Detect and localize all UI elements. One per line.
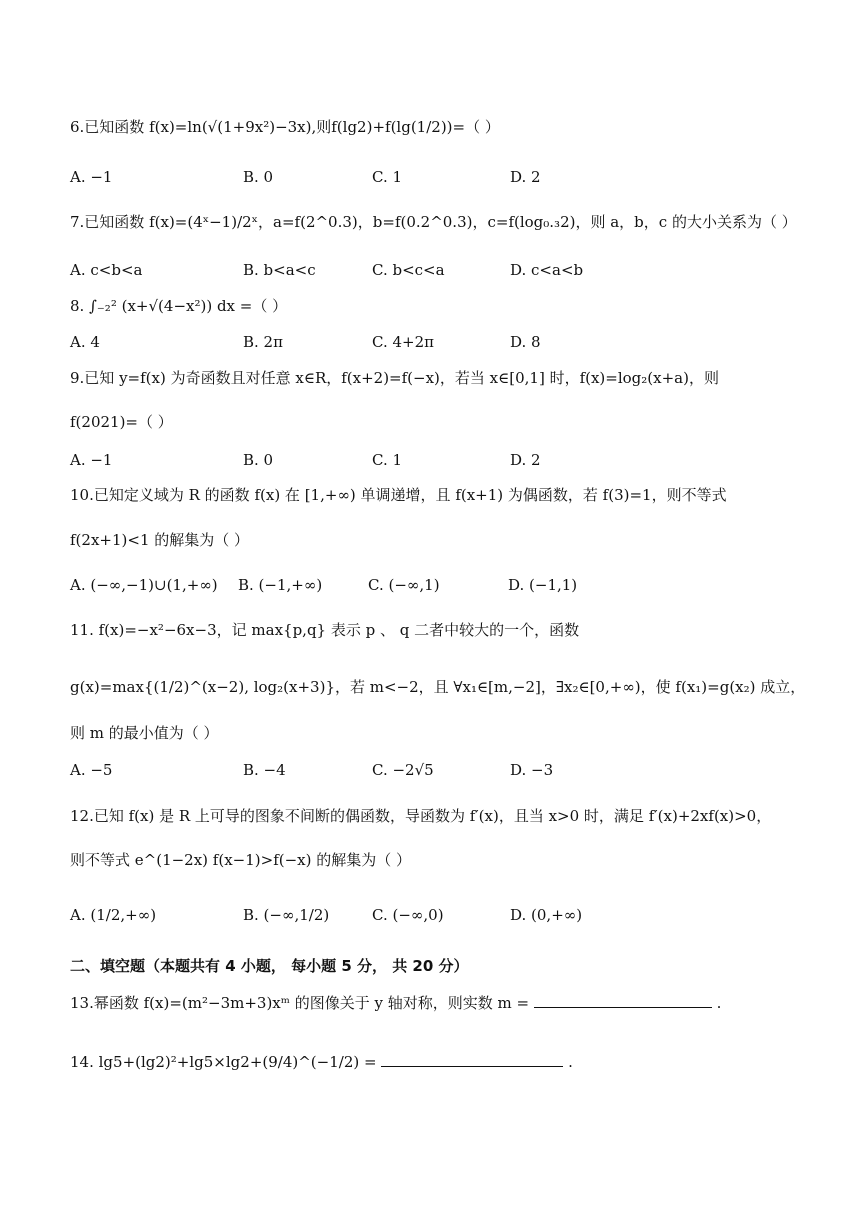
question-8-stem: 8. ∫₋₂² (x+√(4−x²)) dx =（ ） [70, 297, 288, 315]
q11-option-c: C. −2√5 [372, 761, 434, 779]
q10-option-c: C. (−∞,1) [368, 576, 440, 594]
question-7-stem: 7.已知函数 f(x)=(4ˣ−1)/2ˣ，a=f(2^0.3)，b=f(0.2^0.3)，c=f(log₀.₃2)，则 a，b，c 的大小关系为（ ） [70, 213, 797, 231]
q8-option-a: A. 4 [70, 333, 100, 351]
question-13-answer-blank[interactable] [534, 993, 712, 1008]
q12-option-b: B. (−∞,1/2) [243, 906, 330, 924]
q7-option-a: A. c<b<a [70, 261, 143, 279]
question-9-stem: 9.已知 y=f(x) 为奇函数且对任意 x∈R，f(x+2)=f(−x)，若当 x∈[0,1] 时，f(x)=log₂(x+a)，则 [70, 369, 719, 387]
q12-option-c: C. (−∞,0) [372, 906, 444, 924]
q10-option-a: A. (−∞,−1)∪(1,+∞) [70, 576, 218, 594]
question-11-stem-cont: g(x)=max{(1/2)^(x−2), log₂(x+3)}，若 m<−2，且 ∀x₁∈[m,−2]，∃x₂∈[0,+∞)，使 f(x₁)=g(x₂) 成立， [70, 678, 806, 696]
q11-option-a: A. −5 [70, 761, 113, 779]
q9-option-d: D. 2 [510, 451, 541, 469]
question-12-stem: 12.已知 f(x) 是 R 上可导的图象不间断的偶函数，导函数为 f′(x)，且当 x>0 时，满足 f′(x)+2xf(x)>0， [70, 807, 772, 825]
q9-option-b: B. 0 [243, 451, 274, 469]
question-14 [70, 1052, 573, 1072]
question-11-stem: 11. f(x)=−x²−6x−3，记 max{p,q} 表示 p 、 q 二者中较大的一个，函数 [70, 621, 580, 639]
q6-option-a: A. −1 [70, 168, 113, 186]
question-14-answer-blank[interactable] [381, 1052, 563, 1067]
q8-option-c: C. 4+2π [372, 333, 434, 351]
q9-option-c: C. 1 [372, 451, 403, 469]
question-13-stem: 13.幂函数 f(x)=(m²−3m+3)xᵐ 的图像关于 y 轴对称，则实数 m = [70, 994, 530, 1012]
question-10-stem-cont: f(2x+1)<1 的解集为（ ） [70, 531, 250, 549]
q8-option-b: B. 2π [243, 333, 283, 351]
q10-option-b: B. (−1,+∞) [238, 576, 323, 594]
question-10-stem: 10.已知定义域为 R 的函数 f(x) 在 [1,+∞) 单调递增，且 f(x+1) 为偶函数，若 f(3)=1，则不等式 [70, 486, 727, 504]
question-14-end: . [568, 1053, 573, 1071]
q11-option-b: B. −4 [243, 761, 286, 779]
question-11-stem-cont2: 则 m 的最小值为（ ） [70, 724, 219, 742]
q9-option-a: A. −1 [70, 451, 113, 469]
q6-option-c: C. 1 [372, 168, 403, 186]
q11-option-d: D. −3 [510, 761, 554, 779]
question-9-stem-cont: f(2021)=（ ） [70, 413, 173, 431]
question-13 [70, 993, 721, 1013]
q12-option-a: A. (1/2,+∞) [70, 906, 157, 924]
question-12-stem-cont: 则不等式 e^(1−2x) f(x−1)>f(−x) 的解集为（ ） [70, 851, 412, 869]
q7-option-b: B. b<a<c [243, 261, 316, 279]
q7-option-c: C. b<c<a [372, 261, 445, 279]
q12-option-d: D. (0,+∞) [510, 906, 583, 924]
q8-option-d: D. 8 [510, 333, 541, 351]
question-14-stem: 14. lg5+(lg2)²+lg5×lg2+(9/4)^(−1/2) = [70, 1053, 377, 1071]
q6-option-d: D. 2 [510, 168, 541, 186]
q7-option-d: D. c<a<b [510, 261, 584, 279]
q6-option-b: B. 0 [243, 168, 274, 186]
question-6-stem: 6.已知函数 f(x)=ln(√(1+9x²)−3x),则f(lg2)+f(lg(1/2))=（ ） [70, 118, 500, 136]
question-13-end: . [716, 994, 722, 1012]
q10-option-d: D. (−1,1) [508, 576, 578, 594]
section-2-title: 二、填空题（本题共有 4 小题， 每小题 5 分， 共 20 分） [70, 957, 469, 975]
